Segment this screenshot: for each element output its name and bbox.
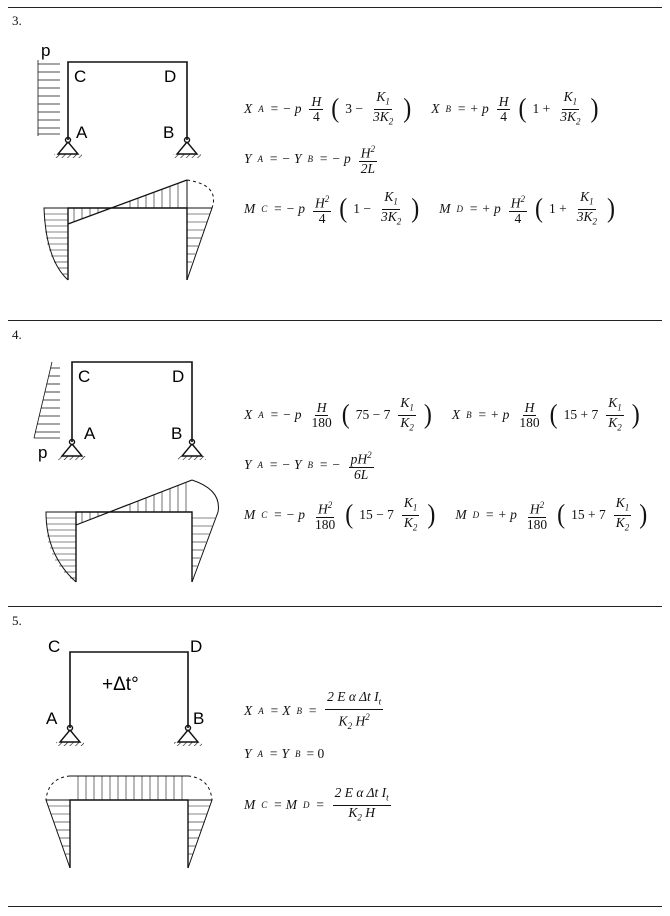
formula-ya: Y A = − Y B = − p $\frac{H^2}{2L}$ [244,144,375,176]
node-label-a: A [76,123,88,142]
bending-moment-diagram [46,776,212,868]
pin-support-b [174,726,202,747]
pin-support-a [56,726,84,747]
node-label-c: C [48,637,61,656]
formula-x: X A = X B = $\frac{2 E \alpha \Delta t I_t}{K_2 H^2}$ [244,689,382,731]
formula-ya: Y A = − Y B = − $\frac{pH^2}{6L}$ [244,450,372,482]
uniform-load-arrows [38,60,60,136]
node-label-b: B [163,123,175,142]
temperature-load-label: +Δt° [102,674,139,695]
node-label-c: C [78,367,91,386]
pin-support-a [58,440,86,461]
case-number: 5. [12,613,22,628]
load-label: p [38,443,48,462]
bending-moment-diagram [46,480,218,582]
frame-diagram-case-5 [0,606,240,906]
load-label: p [41,41,51,60]
node-label-a: A [46,709,58,728]
pin-support-b [173,138,201,159]
frame-diagram-case-3 [0,10,240,320]
node-label-c: C [74,67,87,86]
case-number: 4. [12,327,22,342]
formula-mc: M C = − p $\frac{H^2}{180}$ ( 15 − 7 $\frac{K_1}{K_2}$ ) M D = + p $\frac{H^2}{180}$ ( 15 + 7 $\frac{K_1}{K_2}$ ) [244,495,648,533]
case-number: 3. [12,13,22,28]
node-label-d: D [164,67,177,86]
node-label-b: B [193,709,205,728]
formula-xa: X A = − p $\frac{H}{180}$ ( 75 − 7 $\frac{K_1}{K_2}$ ) X B = + p $\frac{H}{180}$ ( 15 + 7 $\frac{K_1}{K_2}$ ) [244,395,640,433]
node-label-d: D [190,637,203,656]
top-rule [8,7,662,8]
node-label-a: A [84,424,96,443]
node-label-b: B [171,424,183,443]
bending-moment-diagram [44,180,214,280]
formula-y: Y A = Y B = 0 [244,746,325,761]
formula-m: M C = M D = $\frac{2 E \alpha \Delta t I_t}{K_2 H}$ [244,785,389,823]
formula-mc: M C = − p $\frac{H^2}{4}$ ( 1 − $\frac{K_1}{3K_2}$ ) M D = + p $\frac{H^2}{4}$ ( 1 + $\frac{K_1}{3K_2}$ ) [244,189,616,227]
frame-diagram-case-4 [0,320,240,610]
bottom-rule [8,906,662,907]
formula-xa: X A = − p $\frac{H}{4}$ ( 3 − $\frac{K_1}{3K_2}$ ) X B = + p $\frac{H}{4}$ ( 1 + $\frac{K_1}{3K_2}$ ) [244,89,599,127]
node-label-d: D [172,367,185,386]
triangular-load-arrows [34,362,60,438]
